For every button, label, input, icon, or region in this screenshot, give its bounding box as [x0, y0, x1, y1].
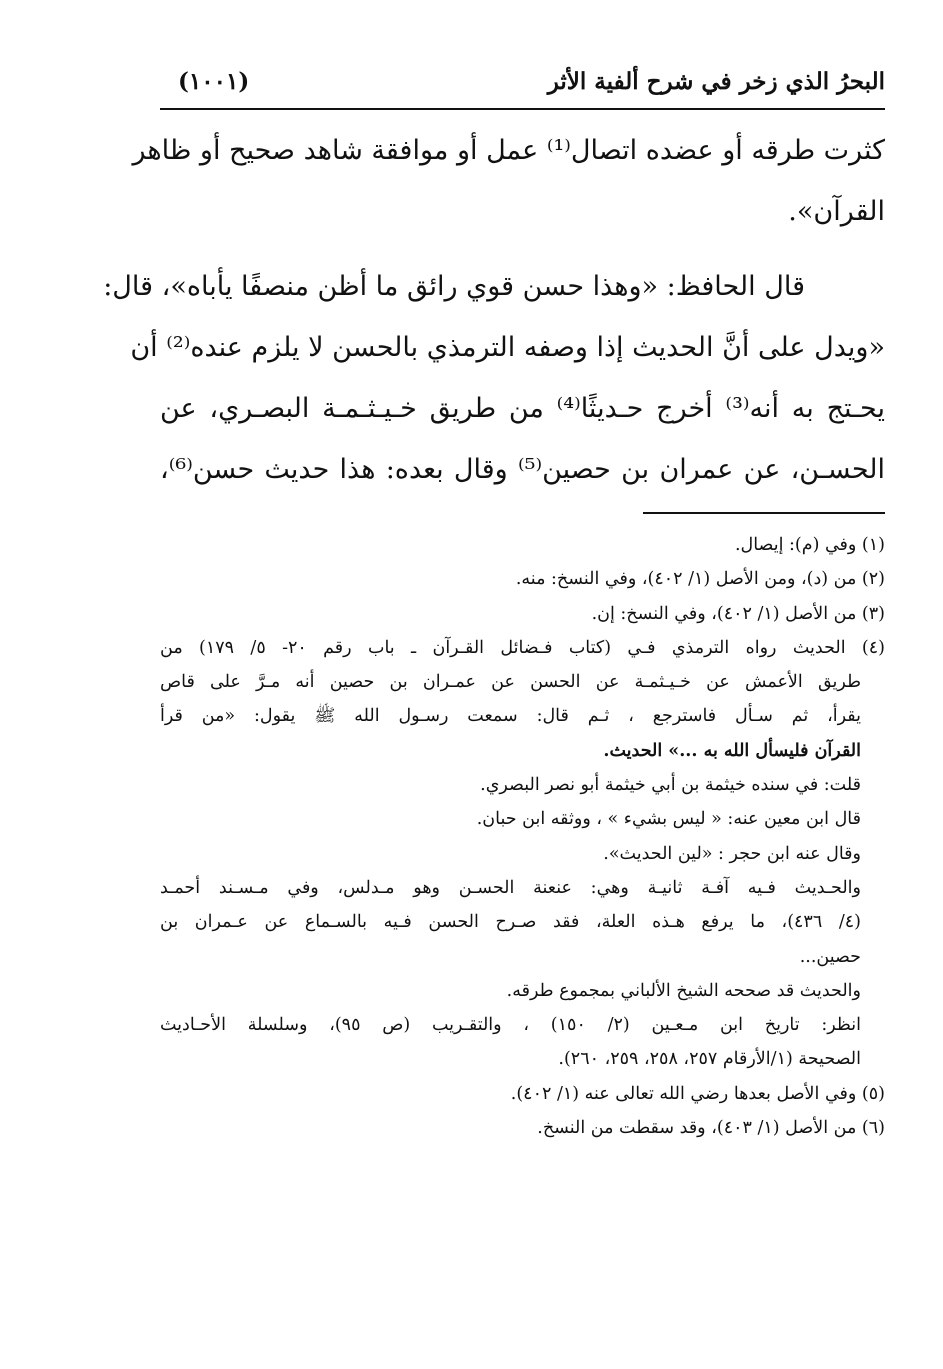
footnote-line: (١) وفي (م): إيصال. — [734, 535, 885, 555]
footnote-line: والحديث قد صححه الشيخ الألباني بمجموع طرقه. — [506, 980, 861, 1001]
body-line: يحـتج به أنه⁽³⁾ أخرج حـديثًا⁽⁴⁾ من طريق خـيـثـمـة البصـري، عن — [160, 393, 885, 424]
body-line: «ويدل على أنَّ الحديث إذا وصفه الترمذي بالحسن لا يلزم عنده⁽²⁾ أن — [130, 332, 885, 363]
footnote-line: القرآن فليسأل الله به ...» الحديث. — [603, 740, 861, 761]
footnote-line: طريق الأعمش عن خـيـثمـة عن الحسن عن عمـران بن حصين أنه مـرَّ على قاص — [160, 672, 861, 693]
footnote-line: (٦) من الأصل (١/ ٤٠٣)، وقد سقطت من النسخ. — [537, 1118, 885, 1139]
footnote-line: والحـديث فـيه آفـة ثانيـة وهي: عنعنة الحسـن وهو مـدلس، وفي مـسـند أحمـد — [160, 877, 861, 898]
footnote-line: (٣) من الأصل (١/ ٤٠٢)، وفي النسخ: إن. — [591, 603, 885, 624]
footnote-line: قلت: في سنده خيثمة بن أبي خيثمة أبو نصر البصري. — [480, 775, 861, 796]
page-number: (١٠٠١) — [178, 68, 250, 95]
footnote-line: قال ابن معين عنه: « ليس بشيء » ، ووثقه ابن حبان. — [476, 809, 861, 830]
body-line: قال الحافظ: «وهذا حسن قوي رائق ما أظن منصفًا يأباه»، قال: — [103, 271, 805, 302]
header-rule — [160, 108, 885, 110]
body-line: القرآن». — [788, 196, 885, 227]
footnote-line: (٤) الحديث رواه الترمذي فـي (كتاب فـضائل القـرآن ـ باب رقم ٢٠- ٥/ ١٧٩) من — [160, 637, 885, 658]
footnote-line: انظر: تاريخ ابن مـعـين (٢/ ١٥٠) ، والتقـريب (ص ٩٥)، وسلسلة الأحـاديث — [160, 1015, 862, 1036]
running-header — [160, 64, 885, 108]
footnote-line: يقرأ، ثم سـأل فاسترجع ، ثـم قال: سمعت رسـول الله ﷺ يقول: «من قرأ — [160, 706, 861, 727]
footnote-line: الصحيحة (١/الأرقام ٢٥٧، ٢٥٨، ٢٥٩، ٢٦٠). — [558, 1049, 861, 1070]
footnotes — [160, 528, 885, 1145]
footnote-line: (٢) من (د)، ومن الأصل (١/ ٤٠٢)، وفي النسخ: منه. — [515, 569, 885, 590]
body-line: كثرت طرقه أو عضده اتصال⁽¹⁾ عمل أو موافقة شاهد صحيح أو ظاهر — [132, 135, 885, 166]
main-text — [103, 120, 885, 500]
footnote-line: حصين... — [799, 946, 861, 967]
footnote-line: وقال عنه ابن حجر : «لين الحديث». — [603, 843, 861, 864]
footnote-line: (٥) وفي الأصل بعدها رضي الله تعالى عنه (١/ ٤٠٢). — [510, 1083, 885, 1104]
footnote-separator — [643, 512, 885, 514]
body-line: الحسـن، عن عمران بن حصين⁽⁵⁾ وقال بعده: هذا حديث حسن⁽⁶⁾، — [160, 454, 885, 485]
footnote-line: (٤/ ٤٣٦)، ما يرفع هـذه العلة، فقد صـرح الحسن فـيه بالسـماع عن عـمران بن — [160, 912, 861, 933]
book-title: البحرُ الذي زخر في شرح ألفية الأثر — [547, 68, 885, 95]
